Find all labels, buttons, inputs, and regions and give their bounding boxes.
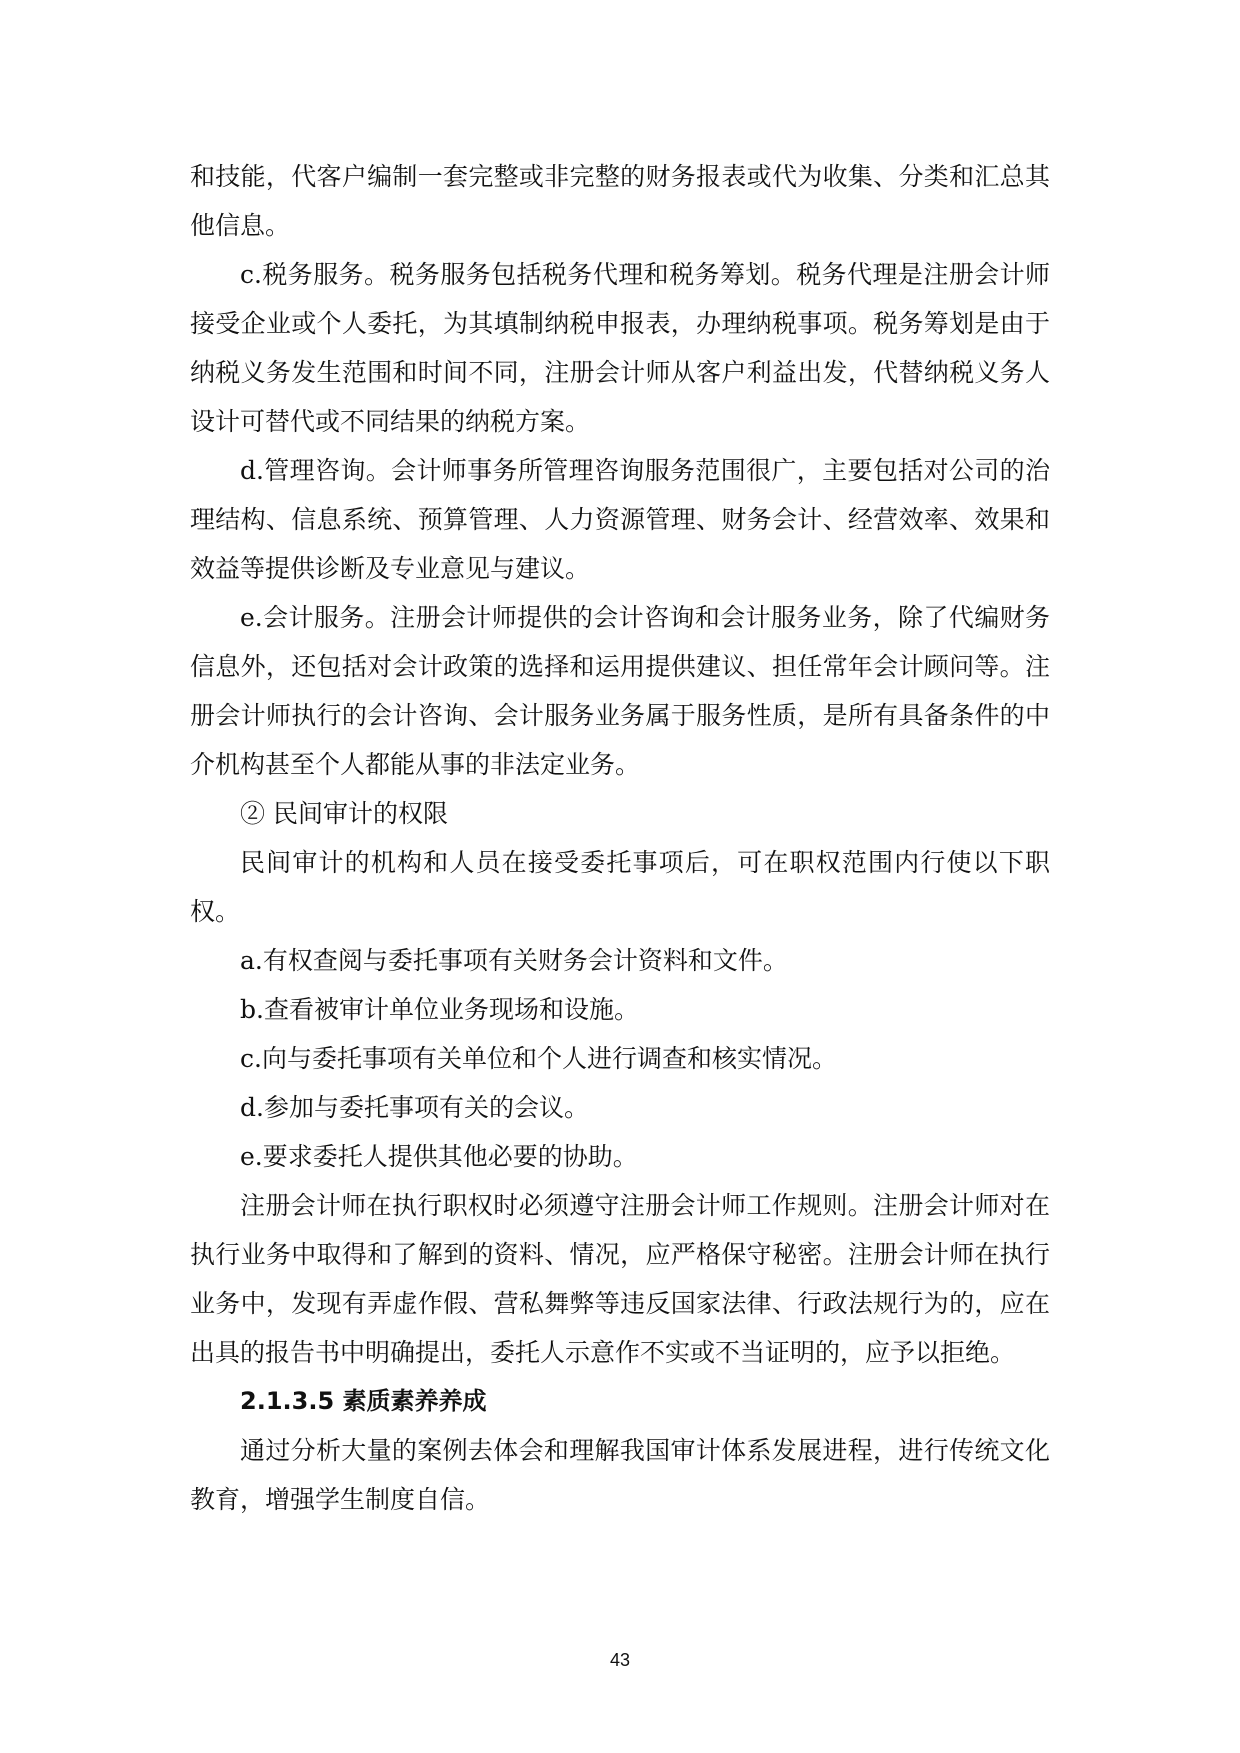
paragraph-continuation: 和技能，代客户编制一套完整或非完整的财务报表或代为收集、分类和汇总其他信息。 bbox=[190, 162, 1050, 240]
subsection-title-audit-authority: ② 民间审计的权限 bbox=[240, 799, 448, 828]
section-heading: 2.1.3.5 素质素养养成 bbox=[240, 1387, 487, 1415]
page-content bbox=[190, 152, 1050, 1524]
list-item-authority-c: c.向与委托事项有关单位和个人进行调查和核实情况。 bbox=[240, 1044, 837, 1073]
list-item-authority-a: a.有权查阅与委托事项有关财务会计资料和文件。 bbox=[240, 946, 788, 975]
paragraph-tax-services: c.税务服务。税务服务包括税务代理和税务筹划。税务代理是注册会计师接受企业或个人委托，为其填制纳税申报表，办理纳税事项。税务筹划是由于纳税义务发生范围和时间不同，注册会计师从客户利益出发，代替纳税义务人设计可替代或不同结果的纳税方案。 bbox=[190, 260, 1050, 436]
paragraph-cpa-rules: 注册会计师在执行职权时必须遵守注册会计师工作规则。注册会计师对在执行业务中取得和了解到的资料、情况，应严格保守秘密。注册会计师在执行业务中，发现有弄虚作假、营私舞弊等违反国家法律、行政法规行为的，应在出具的报告书中明确提出，委托人示意作不实或不当证明的，应予以拒绝。 bbox=[190, 1191, 1050, 1367]
paragraph-management-consulting: d.管理咨询。会计师事务所管理咨询服务范围很广，主要包括对公司的治理结构、信息系统、预算管理、人力资源管理、财务会计、经营效率、效果和效益等提供诊断及专业意见与建议。 bbox=[190, 456, 1050, 583]
paragraph-closing: 通过分析大量的案例去体会和理解我国审计体系发展进程，进行传统文化教育，增强学生制度自信。 bbox=[190, 1436, 1050, 1514]
paragraph-authority-intro: 民间审计的机构和人员在接受委托事项后，可在职权范围内行使以下职权。 bbox=[190, 848, 1050, 926]
list-item-authority-b: b.查看被审计单位业务现场和设施。 bbox=[240, 995, 639, 1024]
paragraph-accounting-services: e.会计服务。注册会计师提供的会计咨询和会计服务业务，除了代编财务信息外，还包括对会计政策的选择和运用提供建议、担任常年会计顾问等。注册会计师执行的会计咨询、会计服务业务属于服务性质，是所有具备条件的中介机构甚至个人都能从事的非法定业务。 bbox=[190, 603, 1050, 779]
list-item-authority-e: e.要求委托人提供其他必要的协助。 bbox=[240, 1142, 638, 1171]
page-number: 43 bbox=[609, 1650, 631, 1670]
list-item-authority-d: d.参加与委托事项有关的会议。 bbox=[240, 1093, 589, 1122]
